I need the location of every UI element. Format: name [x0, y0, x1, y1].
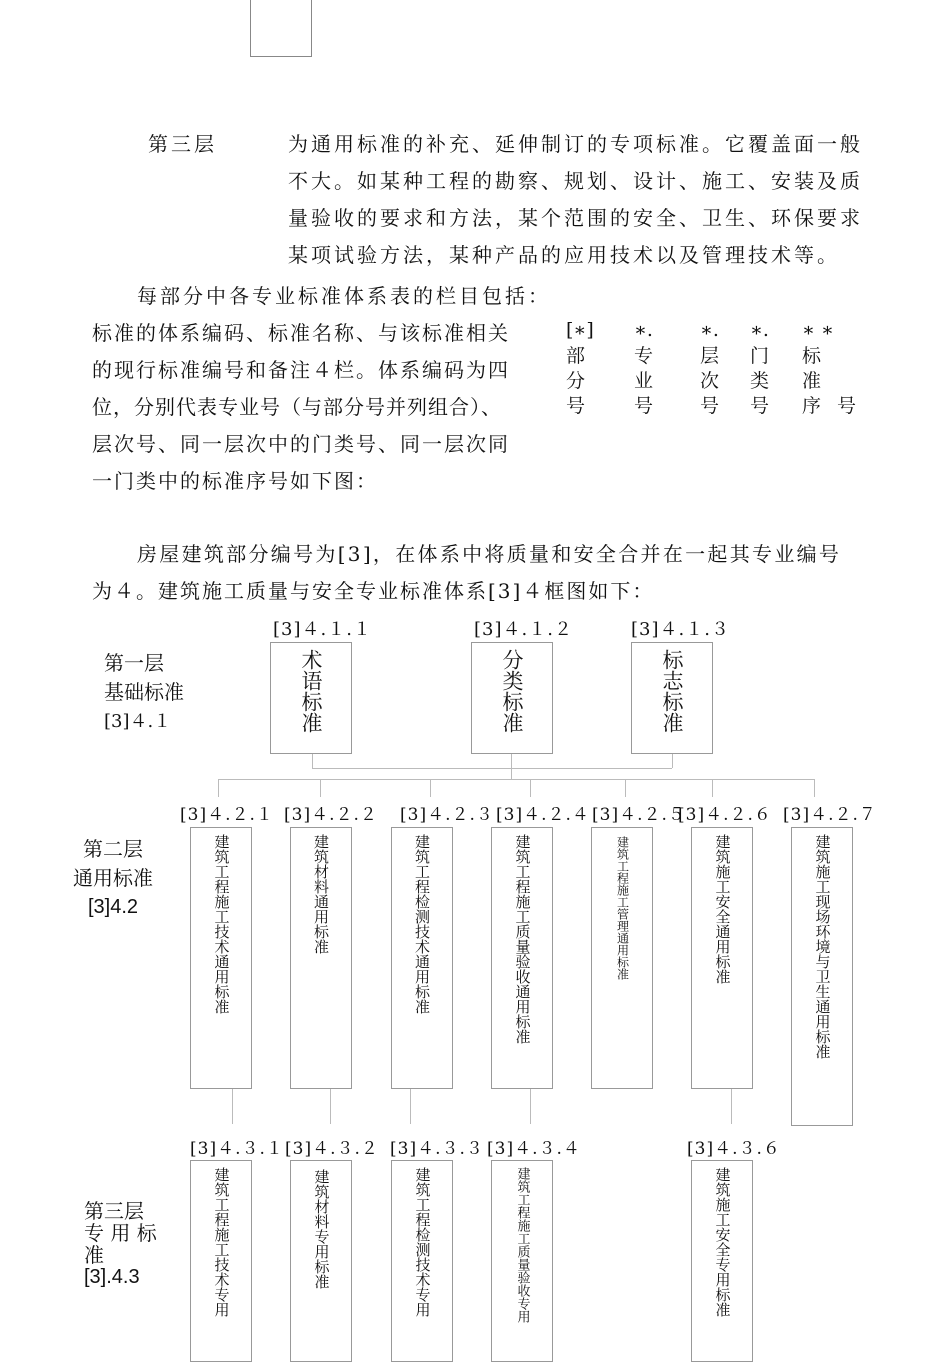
tier2-box-3 — [391, 827, 453, 1089]
tier3-link-2 — [330, 1088, 331, 1124]
tier2-drop-3 — [430, 779, 431, 797]
tier3-code-2: [3]４.３.２ — [285, 1139, 379, 1159]
tier3-box-6 — [691, 1160, 753, 1362]
layer2-code: [3]4.2 — [87, 896, 139, 918]
tier3-box-2 — [290, 1160, 352, 1362]
header-frame — [250, 0, 312, 57]
code-label-class-2: 类 — [750, 370, 770, 392]
tier2-box-7 — [791, 827, 853, 1126]
tier2-name-2: 建筑材料通用标准 — [312, 834, 330, 954]
code-label-part-3: 号 — [566, 395, 586, 417]
code-label-major-3: 号 — [634, 395, 654, 417]
tier2-drop-1 — [218, 779, 219, 797]
code-mark-major: ∗. — [634, 319, 653, 341]
code-label-major-2: 业 — [634, 370, 654, 392]
tier1-code-1: [3]４.１.１ — [273, 619, 372, 640]
code-label-class-1: 门 — [750, 345, 770, 367]
tier1-name-3: 标志标准 — [660, 649, 684, 733]
columns-line-4: 层次号、同一层次中的门类号、同一层次同 — [92, 432, 510, 456]
tier3-code-3: [3]４.３.３ — [390, 1139, 484, 1159]
tier2-name-7: 建筑施工现场环境与卫生通用标准 — [813, 834, 832, 1059]
tier1-box-terms — [270, 642, 352, 754]
code-label-serial-2: 准 — [802, 370, 822, 392]
tier2-code-5: [3]４.２.５ — [592, 805, 686, 825]
building-line-1: 房屋建筑部分编号为[3]，在体系中将质量和安全合并在一起其专业编号 — [137, 542, 842, 566]
tier2-code-4: [3]４.２.４ — [496, 805, 590, 825]
tier3-code-1: [3]４.３.１ — [190, 1139, 284, 1159]
layer3-label-block — [84, 1200, 157, 1288]
layer2-label — [68, 835, 158, 922]
tier3-link-4 — [530, 1088, 531, 1124]
tier1-drop-3 — [672, 754, 673, 768]
tier2-name-4: 建筑工程施工质量验收通用标准 — [513, 834, 532, 1044]
tier3-box-3 — [391, 1160, 453, 1362]
tier2-box-4 — [491, 827, 553, 1089]
tier2-name-6: 建筑施工安全通用标准 — [713, 834, 732, 984]
tier2-box-2 — [290, 827, 352, 1089]
code-label-major-1: 专 — [634, 345, 654, 367]
tier1-drop-2 — [511, 754, 512, 780]
layer2-title: 第二层 — [83, 837, 143, 861]
layer3-label: 第三层 — [148, 132, 217, 156]
tier2-box-1 — [190, 827, 252, 1089]
tier2-code-2: [3]４.２.２ — [284, 805, 378, 825]
tier2-code-7: [3]４.２.７ — [783, 805, 877, 825]
tier2-drop-7 — [814, 779, 815, 797]
code-label-part-1: 部 — [566, 345, 586, 367]
tier1-box-classification — [471, 642, 553, 754]
tier2-code-1: [3]４.２.１ — [180, 805, 274, 825]
layer3-subtitle-b: 准 — [84, 1243, 104, 1267]
layer1-label — [104, 649, 184, 736]
layer3-subtitle-a: 专 用 标 — [84, 1221, 157, 1245]
columns-line-3: 位，分别代表专业号（与部分号并列组合）、 — [92, 395, 502, 419]
code-mark-class: ∗. — [750, 319, 769, 341]
code-label-serial-1: 标 — [802, 345, 822, 367]
tier1-drop-1 — [312, 754, 313, 768]
tier1-name-1: 术语标准 — [299, 649, 323, 733]
tier3-link-3 — [410, 1088, 411, 1124]
tier2-code-6: [3]４.２.６ — [678, 805, 772, 825]
tier3-link-1 — [232, 1088, 233, 1124]
tier1-code-3: [3]４.１.３ — [631, 619, 730, 640]
tier2-bus — [218, 779, 814, 780]
layer3-title: 第三层 — [84, 1199, 144, 1223]
tier1-name-2: 分类标准 — [500, 649, 524, 733]
tier3-code-4: [3]４.３.４ — [487, 1139, 581, 1159]
tier3-name-4: 建筑工程施工质量验收专用 — [514, 1167, 530, 1323]
code-label-serial — [802, 344, 872, 419]
layer1-title: 第一层 — [104, 651, 164, 675]
layer3-code: [3].4.3 — [84, 1266, 140, 1288]
tier2-box-5 — [591, 827, 653, 1089]
tier3-name-3: 建筑工程检测技术专用 — [413, 1167, 432, 1317]
code-mark-part: [∗] — [566, 319, 594, 341]
code-label-class — [750, 344, 774, 419]
code-label-layer — [700, 344, 724, 419]
tier2-name-3: 建筑工程检测技术通用标准 — [413, 834, 431, 1014]
columns-line-5: 一门类中的标准序号如下图： — [92, 469, 378, 493]
tier3-name-6: 建筑施工安全专用标准 — [713, 1167, 732, 1317]
layer2-subtitle: 通用标准 — [73, 866, 153, 890]
tier2-drop-2 — [320, 779, 321, 797]
layer1-subtitle: 基础标准 — [104, 680, 184, 704]
columns-line-2: 的现行标准编号和备注４栏。体系编码为四 — [92, 358, 510, 382]
tier2-drop-5 — [625, 779, 626, 797]
code-label-part-2: 分 — [566, 370, 586, 392]
tier3-link-6 — [731, 1088, 732, 1124]
tier3-box-1 — [190, 1160, 252, 1362]
tier1-code-2: [3]４.１.２ — [474, 619, 573, 640]
tier2-name-5: 建筑工程施工管理通用标准 — [615, 836, 630, 980]
tier3-name-1: 建筑工程施工技术专用 — [212, 1167, 231, 1317]
tier3-code-6: [3]４.３.６ — [687, 1139, 781, 1159]
code-label-layer-2: 次 — [700, 370, 720, 392]
tier2-drop-4 — [530, 779, 531, 797]
tier2-box-6 — [691, 827, 753, 1089]
code-label-class-3: 号 — [750, 395, 770, 417]
layer3-line-4: 某项试验方法，某种产品的应用技术以及管理技术等。 — [288, 243, 840, 267]
code-label-part — [566, 344, 590, 419]
code-label-major — [634, 344, 658, 419]
tier2-code-3: [3]４.２.３ — [400, 805, 494, 825]
tier2-drop-6 — [712, 779, 713, 797]
code-mark-serial: ∗ ∗ — [802, 319, 834, 341]
code-label-serial-3: 序 号 — [802, 395, 857, 417]
tier2-name-1: 建筑工程施工技术通用标准 — [212, 834, 231, 1014]
columns-heading: 每部分中各专业标准体系表的栏目包括： — [137, 284, 551, 308]
code-label-layer-1: 层 — [700, 345, 720, 367]
tier3-name-2: 建筑材料专用标准 — [312, 1169, 331, 1289]
layer3-line-2: 不大。如某种工程的勘察、规划、设计、施工、安装及质 — [288, 169, 863, 193]
code-label-layer-3: 号 — [700, 395, 720, 417]
columns-line-1: 标准的体系编码、标准名称、与该标准相关 — [92, 321, 510, 345]
layer1-code: [3]４.１ — [104, 711, 172, 732]
code-mark-layer: ∗. — [700, 319, 719, 341]
tier1-box-signs — [631, 642, 713, 754]
tier1-bus — [312, 768, 672, 769]
layer3-line-3: 量验收的要求和方法，某个范围的安全、卫生、环保要求 — [288, 206, 863, 230]
building-line-2: 为４。建筑施工质量与安全专业标准体系[3]４框图如下： — [92, 579, 655, 603]
layer3-line-1: 为通用标准的补充、延伸制订的专项标准。它覆盖面一般 — [288, 132, 863, 156]
tier3-box-4 — [491, 1160, 553, 1362]
